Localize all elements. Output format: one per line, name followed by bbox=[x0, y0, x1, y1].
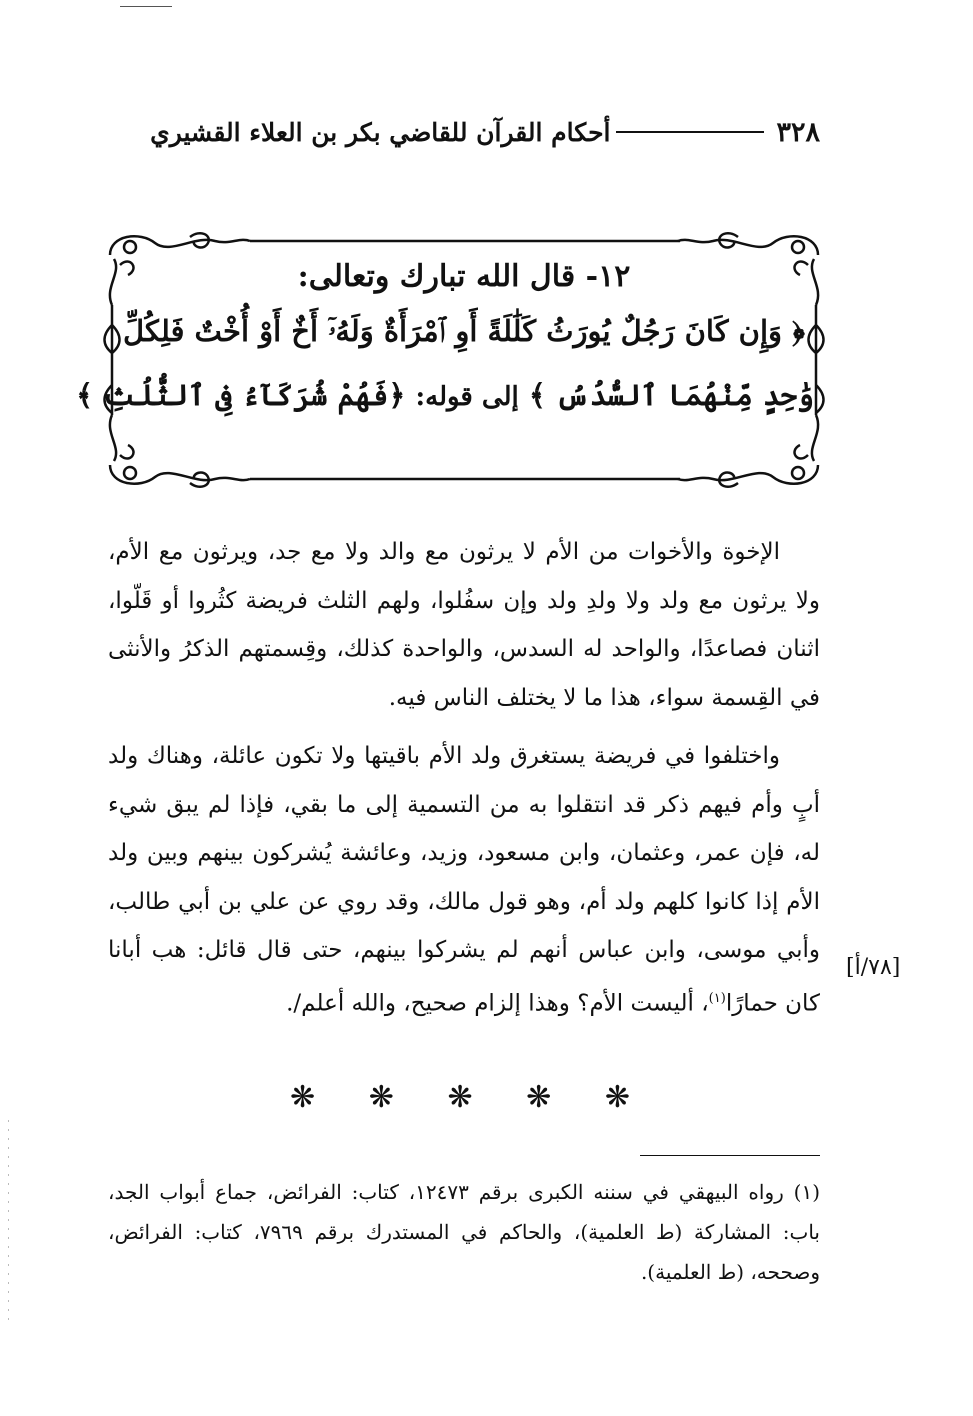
running-header bbox=[108, 112, 820, 152]
section-separator bbox=[290, 1080, 630, 1115]
paragraph-2-text: واختلفوا في فريضة يستغرق ولد الأم باقيتها ولا تكون عائلة، وهناك ولد أبٍ وأم فيهم ذكر قد انتقلوا به من التسمية إلى ما بقي، فإذا لم يبق شيء له، فإن عمر، وعثمان، وابن مسعود، وزيد، وعائشة يُشركون بينهم وبين ولد الأم إذا كانوا كلهم ولد أم، وهو قول مالك، وقد روي عن علي بن أبي طالب، وأبي موسى، وابن عباس أنهم لم يشركوا بينهم، حتى قال قائل: هب أبانا كان حمارًا bbox=[108, 743, 820, 1017]
paragraph-2 bbox=[108, 732, 820, 1028]
footnote-1: (١) رواه البيهقي في سننه الكبرى برقم ١٢٤٧٣، كتاب: الفرائض، جماع أبواب الجد، باب: المشاركة (ط العلمية)، والحاكم في المستدرك برقم ٧٩٦٩، كتاب: الفرائض، وصححه، (ط العلمية). bbox=[108, 1180, 820, 1284]
footnote-rule bbox=[640, 1155, 820, 1156]
verse-line-1: ﴿ وَإِن كَانَ رَجُلٌ يُورَثُ كَلَٰلَةً أَوِ ٱمْرَأَةٌ وَلَهُۥٓ أَخٌ أَوْ أُخْتٌ فَلِكُلِّ bbox=[123, 314, 805, 348]
asterism-icon: ❋ bbox=[368, 1080, 394, 1115]
asterism-icon: ❋ bbox=[447, 1080, 473, 1115]
body-text bbox=[108, 528, 820, 1038]
scan-edge-line bbox=[120, 6, 172, 7]
footnotes bbox=[108, 1172, 820, 1292]
verse-line-2 bbox=[76, 363, 814, 429]
asterism-icon: ❋ bbox=[290, 1080, 316, 1115]
verse-connector: إلى قوله: bbox=[415, 382, 519, 412]
header-rule bbox=[616, 131, 764, 133]
manuscript-folio-note: [٧٨/أ] bbox=[846, 955, 901, 980]
paragraph-1: الإخوة والأخوات من الأم لا يرثون مع والد ولا مع جد، ويرثون مع الأم، ولا يرثون مع ولد ولا ولدِ ولد وإن سفُلوا، ولهم الثلث فريضة كثُروا أو قَلّوا، اثنان فصاعدًا، والواحد له السدس، والواحدة كذلك، وقِسمتهم الذكرُ والأنثى في القِسمة سواء، هذا ما لا يختلف الناس فيه. bbox=[108, 539, 820, 711]
verse-frame bbox=[76, 225, 828, 495]
verse-content bbox=[76, 255, 814, 429]
book-title: أحكام القرآن للقاضي بكر بن العلاء القشيري bbox=[150, 117, 611, 147]
page-number: ٣٢٨ bbox=[776, 116, 820, 148]
verse-part-2: ﴿فَهُمْ شُرَكَآءُ فِى ٱلثُّلُثِ ﴾ bbox=[76, 378, 406, 412]
verse-heading: ١٢- قال الله تبارك وتعالى: bbox=[297, 259, 631, 294]
asterism-icon: ❋ bbox=[526, 1080, 552, 1115]
asterism-icon: ❋ bbox=[604, 1080, 630, 1115]
verse-part-1: وَٰحِدٍ مِّنْهُمَا ٱلسُّدُسُ ﴾ bbox=[528, 378, 814, 412]
paragraph-2-end: ، أليست الأم؟ وهذا إلزام صحيح، والله أعلم/. bbox=[286, 990, 709, 1017]
scan-edge-dots bbox=[8, 1120, 9, 1320]
footnote-ref[interactable]: (١) bbox=[708, 990, 726, 1006]
